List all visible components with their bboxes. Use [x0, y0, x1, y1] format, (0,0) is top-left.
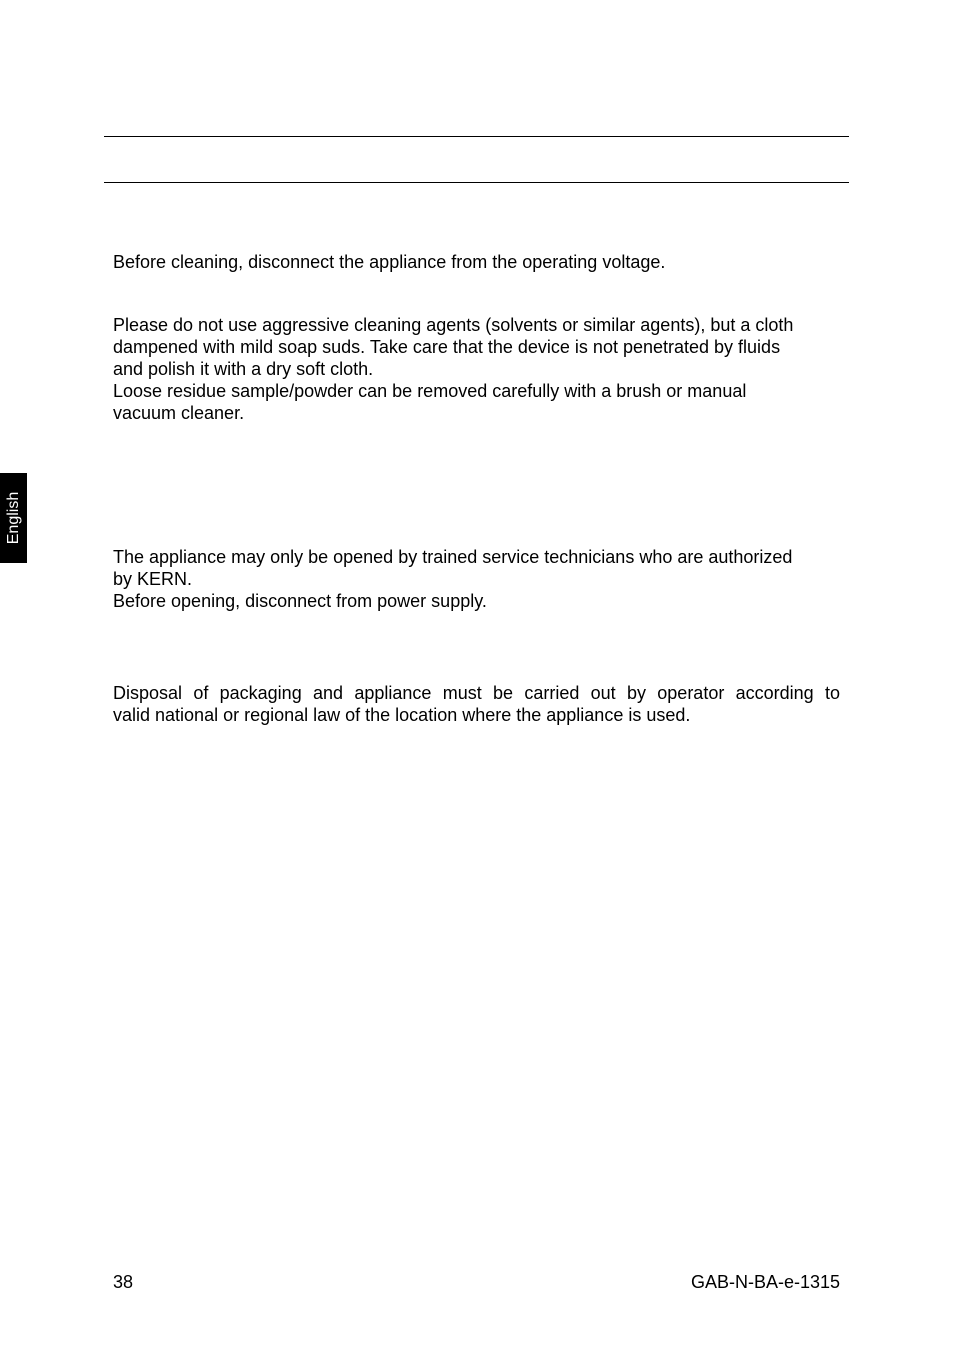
header-rule-bottom — [104, 182, 849, 183]
paragraph-line: Please do not use aggressive cleaning agents (solvents or similar agents), but a cloth — [113, 315, 794, 335]
paragraph-line: Disposal of packaging and appliance must be carried out by operator according to — [113, 683, 840, 703]
paragraph-line: The appliance may only be opened by trained service technicians who are authorized — [113, 547, 793, 567]
paragraph-line: Before cleaning, disconnect the appliance from the operating voltage. — [113, 252, 666, 272]
document-id: GAB-N-BA-e-1315 — [690, 1272, 840, 1292]
paragraph-line: Loose residue sample/powder can be removed carefully with a brush or manual — [113, 381, 747, 401]
page-number: 38 — [113, 1272, 134, 1292]
disposal-paragraph — [113, 682, 840, 726]
paragraph-line: vacuum cleaner. — [113, 403, 245, 423]
servicing-paragraph — [113, 546, 840, 612]
cleaning-disconnect-paragraph — [113, 251, 840, 273]
language-tab — [0, 473, 27, 563]
paragraph-line: Before opening, disconnect from power supply. — [113, 591, 487, 611]
paragraph-line: by KERN. — [113, 569, 193, 589]
paragraph-line: valid national or regional law of the location where the appliance is used. — [113, 705, 691, 725]
header-rule-top — [104, 136, 849, 137]
language-tab-label: English — [4, 491, 22, 545]
cleaning-agents-paragraph — [113, 314, 840, 424]
paragraph-line: dampened with mild soap suds. Take care that the device is not penetrated by fluids — [113, 337, 781, 357]
paragraph-line: and polish it with a dry soft cloth. — [113, 359, 374, 379]
